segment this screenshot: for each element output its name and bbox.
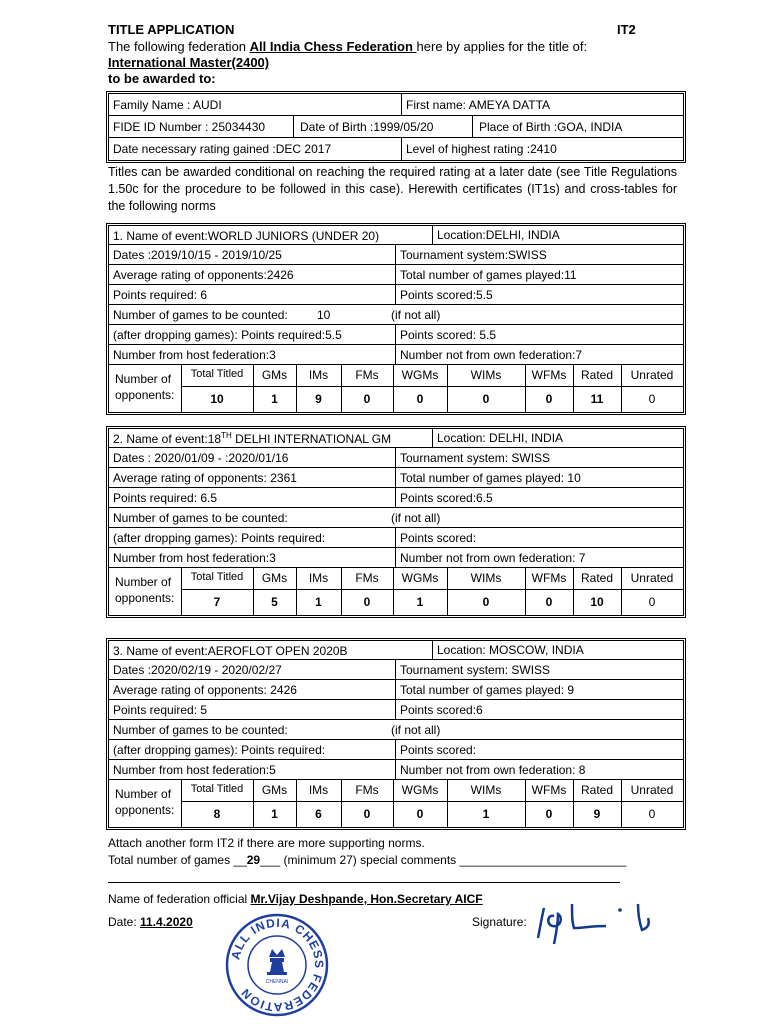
highest-rating: Level of highest rating :2410 xyxy=(406,142,557,156)
federation-line-prefix: The following federation xyxy=(108,39,250,54)
applicant-box xyxy=(106,91,686,163)
place-of-birth: Place of Birth :GOA, INDIA xyxy=(479,120,623,134)
opp-header: FMs xyxy=(355,368,379,382)
opp-header: Rated xyxy=(580,368,614,382)
signature-image xyxy=(532,898,662,948)
opp-header: WFMs xyxy=(531,783,567,797)
opp-value: 0 xyxy=(648,392,656,406)
opp-header: WFMs xyxy=(531,571,567,585)
comment-line xyxy=(108,882,620,883)
opp-header: WGMs xyxy=(401,571,439,585)
games-counted-label: Number of games to be counted: xyxy=(113,723,288,737)
date-line xyxy=(108,915,193,929)
average-rating: Average rating of opponents: 2426 xyxy=(113,683,297,697)
event-name xyxy=(113,228,379,243)
if-not-all: (if not all) xyxy=(391,511,441,525)
opp-value: 0 xyxy=(545,807,553,821)
opp-value: 1 xyxy=(416,595,424,609)
title-applied: International Master(2400) xyxy=(108,55,270,70)
games-counted-value: 10 xyxy=(317,308,331,322)
opp-value: 7 xyxy=(213,595,221,609)
opp-header: FMs xyxy=(355,571,379,585)
after-dropping: (after dropping games): Points required:5.5 xyxy=(113,328,342,342)
opp-value: 0 xyxy=(648,595,656,609)
average-rating: Average rating of opponents: 2361 xyxy=(113,471,297,485)
opp-header: WIMs xyxy=(470,368,502,382)
opp-value: 0 xyxy=(416,807,424,821)
after-dropping: (after dropping games): Points required: xyxy=(113,743,326,757)
event-location: Location: DELHI, INDIA xyxy=(437,431,564,445)
opp-value: 11 xyxy=(590,392,604,406)
event-name-prefix: 3. Name of event:AEROFLOT OPEN 2020B xyxy=(113,644,348,658)
opp-header: GMs xyxy=(261,368,288,382)
opp-header: Rated xyxy=(580,571,614,585)
total-games-value: 29 xyxy=(246,853,261,867)
awarded-to: to be awarded to: xyxy=(108,71,216,86)
event-location: Location:DELHI, INDIA xyxy=(437,228,560,242)
event-name-prefix: 2. Name of event:18 xyxy=(113,432,222,446)
opp-value: 6 xyxy=(315,807,322,821)
if-not-all: (if not all) xyxy=(391,723,441,737)
date-rating-gained: Date necessary rating gained :DEC 2017 xyxy=(113,142,332,156)
opp-header: WIMs xyxy=(470,571,502,585)
federation-name: All India Chess Federation xyxy=(249,39,417,54)
opp-value: 8 xyxy=(213,807,221,821)
opp-value: 1 xyxy=(315,595,322,609)
total-games: Total number of games played: 10 xyxy=(400,471,581,485)
if-not-all: (if not all) xyxy=(391,308,441,322)
tournament-system: Tournament system:SWISS xyxy=(400,248,547,262)
event-box-2 xyxy=(106,426,686,618)
federation-line-suffix: here by applies for the title of: xyxy=(416,39,588,54)
event-dates: Dates :2019/10/15 - 2019/10/25 xyxy=(113,248,282,262)
attach-note: Attach another form IT2 if there are more supporting norms. xyxy=(108,836,425,850)
opp-value: 9 xyxy=(593,807,601,821)
opp-value: 1 xyxy=(271,392,278,406)
event-name xyxy=(113,431,391,446)
opponents-label-2: opponents: xyxy=(115,388,175,402)
total-games: Total number of games played:11 xyxy=(400,268,577,282)
opp-header: Unrated xyxy=(630,783,674,797)
date-label: Date: xyxy=(108,915,141,929)
first-name: First name: AMEYA DATTA xyxy=(406,98,551,112)
event-box-1 xyxy=(106,223,686,415)
opp-header: Total Titled xyxy=(190,368,244,380)
seal-text: ALL INDIA CHESS FEDERATION xyxy=(228,915,327,1015)
opp-value: 10 xyxy=(590,595,604,609)
opp-header: IMs xyxy=(308,571,329,585)
opponents-label-2: opponents: xyxy=(115,591,175,605)
tournament-system: Tournament system: SWISS xyxy=(400,451,551,465)
event-name-sup: TH xyxy=(221,431,232,440)
average-rating: Average rating of opponents:2426 xyxy=(113,268,294,282)
not-own-federation: Number not from own federation:7 xyxy=(400,348,583,362)
opponents-label-2: opponents: xyxy=(115,803,175,817)
total-games-line xyxy=(108,853,626,867)
opponents-label-1: Number of xyxy=(115,372,172,386)
opp-value: 1 xyxy=(482,807,490,821)
opp-value: 0 xyxy=(363,595,371,609)
games-counted-label: Number of games to be counted: xyxy=(113,308,288,322)
opp-header: Unrated xyxy=(630,571,674,585)
event-box-3 xyxy=(106,638,686,830)
official-label: Name of federation official xyxy=(108,892,251,906)
federation-line xyxy=(108,39,587,54)
points-scored-after: Points scored: xyxy=(400,531,477,545)
opp-value: 0 xyxy=(363,807,371,821)
points-scored: Points scored:5.5 xyxy=(400,288,493,302)
opp-value: 9 xyxy=(315,392,322,406)
opp-value: 5 xyxy=(271,595,278,609)
opp-header: Rated xyxy=(580,783,614,797)
opp-value: 0 xyxy=(545,595,553,609)
points-scored-after: Points scored: xyxy=(400,743,477,757)
points-scored: Points scored:6.5 xyxy=(400,491,493,505)
opponents-label-1: Number of xyxy=(115,575,172,589)
points-scored-after: Points scored: 5.5 xyxy=(400,328,497,342)
signature-label: Signature: xyxy=(472,915,527,929)
intro-paragraph: Titles can be awarded conditional on reaching the required rating at a later date (see Title Regulations 1.50c for the procedure to be followed in this case). Herewith certificates (IT1s) and cross-tables for the following norms xyxy=(108,165,677,213)
not-own-federation: Number not from own federation: 7 xyxy=(400,551,586,565)
total-games-suffix: ___ (minimum 27) special comments _________________________ xyxy=(260,853,627,867)
opp-value: 0 xyxy=(363,392,371,406)
opp-header: WIMs xyxy=(470,783,502,797)
opp-value: 0 xyxy=(416,392,424,406)
opp-value: 0 xyxy=(545,392,553,406)
opp-header: Total Titled xyxy=(190,571,244,583)
form-title: TITLE APPLICATION xyxy=(108,22,235,37)
points-required: Points required: 6.5 xyxy=(113,491,218,505)
event-location: Location: MOSCOW, INDIA xyxy=(437,643,584,657)
opponents-label-1: Number of xyxy=(115,787,172,801)
event-name xyxy=(113,643,348,658)
opp-header: GMs xyxy=(261,783,288,797)
fide-id: FIDE ID Number : 25034430 xyxy=(113,120,266,134)
host-federation: Number from host federation:3 xyxy=(113,348,276,362)
date-value: 11.4.2020 xyxy=(140,915,193,929)
opp-header: WGMs xyxy=(401,368,439,382)
host-federation: Number from host federation:5 xyxy=(113,763,276,777)
event-dates: Dates :2020/02/19 - 2020/02/27 xyxy=(113,663,282,677)
official-line xyxy=(108,892,483,906)
event-name-suffix: DELHI INTERNATIONAL GM xyxy=(231,432,392,446)
family-name: Family Name : AUDI xyxy=(113,98,222,112)
date-of-birth: Date of Birth :1999/05/20 xyxy=(300,120,434,134)
opp-header: GMs xyxy=(261,571,288,585)
points-required: Points required: 6 xyxy=(113,288,208,302)
tournament-system: Tournament system: SWISS xyxy=(400,663,551,677)
federation-seal xyxy=(225,913,329,1017)
not-own-federation: Number not from own federation: 8 xyxy=(400,763,586,777)
points-scored: Points scored:6 xyxy=(400,703,483,717)
host-federation: Number from host federation:3 xyxy=(113,551,276,565)
form-code: IT2 xyxy=(617,22,636,37)
total-games-prefix: Total number of games __ xyxy=(108,853,247,867)
total-games: Total number of games played: 9 xyxy=(400,683,575,697)
event-name-prefix: 1. Name of event:WORLD JUNIORS (UNDER 20) xyxy=(113,229,380,243)
opp-value: 10 xyxy=(210,392,224,406)
opp-value: 0 xyxy=(648,807,656,821)
opp-header: WGMs xyxy=(401,783,439,797)
opp-header: Unrated xyxy=(630,368,674,382)
opp-value: 0 xyxy=(482,595,490,609)
opp-header: FMs xyxy=(355,783,379,797)
opp-header: IMs xyxy=(308,368,329,382)
event-dates: Dates : 2020/01/09 - :2020/01/16 xyxy=(113,451,289,465)
seal-city: CHENNAI xyxy=(265,979,289,985)
games-counted-label: Number of games to be counted: xyxy=(113,511,288,525)
points-required: Points required: 5 xyxy=(113,703,208,717)
after-dropping: (after dropping games): Points required: xyxy=(113,531,326,545)
opp-header: IMs xyxy=(308,783,329,797)
opp-value: 0 xyxy=(482,392,490,406)
official-name: Mr.Vijay Deshpande, Hon.Secretary AICF xyxy=(250,892,483,906)
opp-header: Total Titled xyxy=(190,783,244,795)
opp-header: WFMs xyxy=(531,368,567,382)
opp-value: 1 xyxy=(271,807,278,821)
